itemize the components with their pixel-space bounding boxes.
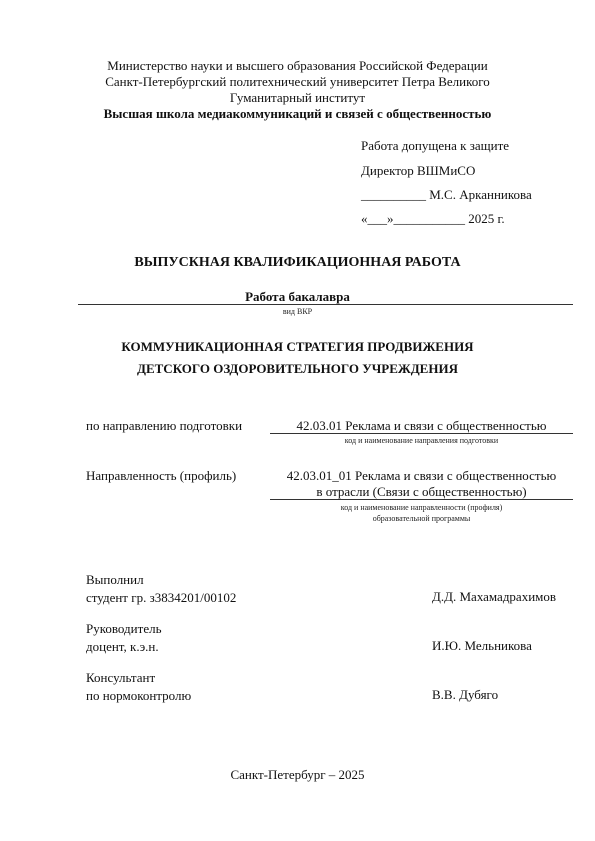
approval-signature: __________ М.С. Арканникова [361,187,532,202]
performer-block [86,571,236,607]
work-kind-underline [78,304,573,305]
supervisor-position: доцент, к.э.н. [86,639,159,654]
profile-caption [270,502,573,524]
direction-value: 42.03.01 Реклама и связи с общественностью [296,418,547,433]
profile-underline [270,499,573,500]
consultant-role: Консультант [86,670,156,685]
document-type-title: ВЫПУСКНАЯ КВАЛИФИКАЦИОННАЯ РАБОТА [134,255,461,270]
profile-value-line-2: в отрасли (Связи с общественностью) [316,484,527,499]
profile-caption-line-2: образовательной программы [372,514,471,523]
supervisor-name: И.Ю. Мельникова [432,638,532,653]
consultant-name: В.В. Дубяго [432,687,499,702]
profile-value [270,468,573,500]
work-kind-value: Работа бакалавра [245,289,350,304]
approval-director: Директор ВШМиСО [361,163,476,178]
performer-role: Выполнил [86,572,144,587]
supervisor-role: Руководитель [86,621,162,636]
ministry-line: Министерство науки и высшего образования Российской Федерации [107,58,488,73]
profile-label: Направленность (профиль) [86,468,237,483]
consultant-block [86,669,191,705]
institute-line: Гуманитарный институт [229,90,366,105]
work-kind-caption: вид ВКР [282,307,313,316]
performer-name: Д.Д. Махамадрахимов [432,589,557,604]
profile-caption-line-1: код и наименование направленности (профиля) [340,503,503,512]
performer-position: студент гр. з3834201/00102 [86,590,237,605]
city-year: Санкт-Петербург – 2025 [230,767,365,782]
approval-admitted: Работа допущена к защите [361,138,510,153]
direction-caption: код и наименование направления подготовки [344,436,499,445]
topic-line-2: ДЕТСКОГО ОЗДОРОВИТЕЛЬНОГО УЧРЕЖДЕНИЯ [137,361,458,376]
approval-date: «___»___________ 2025 г. [361,211,505,226]
profile-value-line-1: 42.03.01_01 Реклама и связи с общественностью [286,468,557,483]
consultant-position: по нормоконтролю [86,688,192,703]
university-line: Санкт-Петербургский политехнический университет Петра Великого [105,74,490,89]
supervisor-block [86,620,162,656]
header-block [0,58,595,122]
school-line: Высшая школа медиакоммуникаций и связей с общественностью [103,106,492,121]
direction-label: по направлению подготовки [86,418,243,433]
thesis-topic [0,336,595,380]
topic-line-1: КОММУНИКАЦИОННАЯ СТРАТЕГИЯ ПРОДВИЖЕНИЯ [121,339,474,354]
direction-underline [270,433,573,434]
